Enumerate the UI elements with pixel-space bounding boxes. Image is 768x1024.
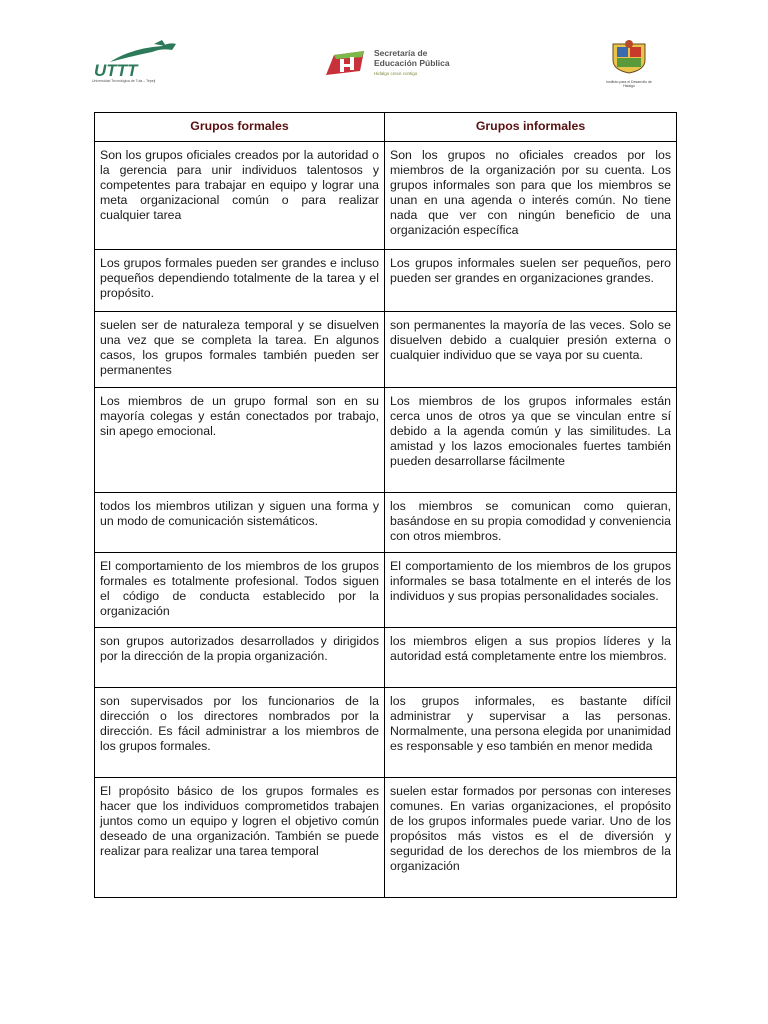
cell-formal: son supervisados por los funcionarios de la dirección o los directores nombrados por la dirección. Es fácil administrar a los miembros de los grupos formales. (95, 688, 385, 778)
cell-formal: son grupos autorizados desarrollados y dirigidos por la dirección de la propia organización. (95, 628, 385, 688)
sep-title-line2: Educación Pública (374, 57, 450, 68)
cell-formal: Son los grupos oficiales creados por la autoridad o la gerencia para unir individuos talentosos y competentes para trabajar en equipo y lograr una meta organizacional común o para realizar cualquier tarea (95, 142, 385, 250)
cell-formal: suelen ser de naturaleza temporal y se disuelven una vez que se completa la tarea. En algunos casos, los grupos formales también pueden ser permanentes (95, 312, 385, 388)
cell-formal: El comportamiento de los miembros de los grupos formales es totalmente profesional. Todos siguen el código de conducta establecido por la organización (95, 553, 385, 628)
table-header-row (95, 113, 677, 142)
table-row (95, 553, 677, 628)
cell-informal: Los miembros de los grupos informales están cerca unos de otros ya que se vinculan entre sí debido a la agenda común y las similitudes. La amistad y los lazos emocionales fuertes también pueden desarrollarse fácilmente (385, 388, 677, 493)
header-informal-groups: Grupos informales (385, 113, 677, 142)
table-row (95, 250, 677, 312)
state-seal (600, 40, 658, 88)
table-row (95, 312, 677, 388)
sep-slogan: Hidalgo crece contigo (374, 70, 418, 76)
cell-formal: todos los miembros utilizan y siguen una forma y un modo de comunicación sistemáticos. (95, 493, 385, 553)
table-row (95, 493, 677, 553)
cell-informal: suelen estar formados por personas con intereses comunes. En varias organizaciones, el propósito de los grupos informales puede variar. Uno de los propósitos más vistos es el de diversión y seguridad de los derechos de los miembros de la organización (385, 778, 677, 898)
sep-logo (324, 46, 474, 80)
state-seal-caption: Instituto para el Desarrollo de Hidalgo (606, 80, 652, 88)
cell-formal: Los grupos formales pueden ser grandes e incluso pequeños dependiendo totalmente de la tarea y el propósito. (95, 250, 385, 312)
cell-informal: los grupos informales, es bastante difícil administrar y supervisar a las personas. Normalmente, una persona elegida por unanimidad es responsable y eso también en menor medida (385, 688, 677, 778)
cell-informal: los miembros se comunican como quieran, basándose en su propia comodidad y conveniencia con otros miembros. (385, 493, 677, 553)
table-row (95, 688, 677, 778)
cell-informal: son permanentes la mayoría de las veces. Solo se disuelven debido a cualquier presión externa o cualquier individuo que se vaya por su cuenta. (385, 312, 677, 388)
coat-of-arms-icon (609, 40, 649, 74)
sep-title-line1: Secretaría de (374, 47, 428, 58)
utt-logo-icon (92, 40, 187, 80)
cell-formal: Los miembros de un grupo formal son en su mayoría colegas y están conectados por trabajo, sin apego emocional. (95, 388, 385, 493)
comparison-table (94, 112, 677, 898)
hidalgo-h-icon (324, 49, 368, 77)
table-row (95, 142, 677, 250)
table-row (95, 388, 677, 493)
cell-informal: los miembros eligen a sus propios líderes y la autoridad está completamente entre los miembros. (385, 628, 677, 688)
cell-informal: El comportamiento de los miembros de los grupos informales se basa totalmente en el interés de los individuos y sus propias personalidades sociales. (385, 553, 677, 628)
cell-informal: Son los grupos no oficiales creados por los miembros de la organización por su cuenta. Los grupos informales son para que los miembros se unan en una agenda o interés común. No tiene nada que ver con ningún beneficio de una organización específica (385, 142, 677, 250)
table-row (95, 778, 677, 898)
header-formal-groups: Grupos formales (95, 113, 385, 142)
utt-caption: Universidad Tecnológica de Tula – Tepeji (92, 79, 156, 83)
cell-formal: El propósito básico de los grupos formales es hacer que los individuos comprometidos trabajen juntos como un equipo y logren el objetivo común deseado de una organización. También se puede realizar para realizar una tarea temporal (95, 778, 385, 898)
cell-informal: Los grupos informales suelen ser pequeños, pero pueden ser grandes en organizaciones grandes. (385, 250, 677, 312)
svg-text:UTTT: UTTT (94, 61, 138, 80)
table-row (95, 628, 677, 688)
